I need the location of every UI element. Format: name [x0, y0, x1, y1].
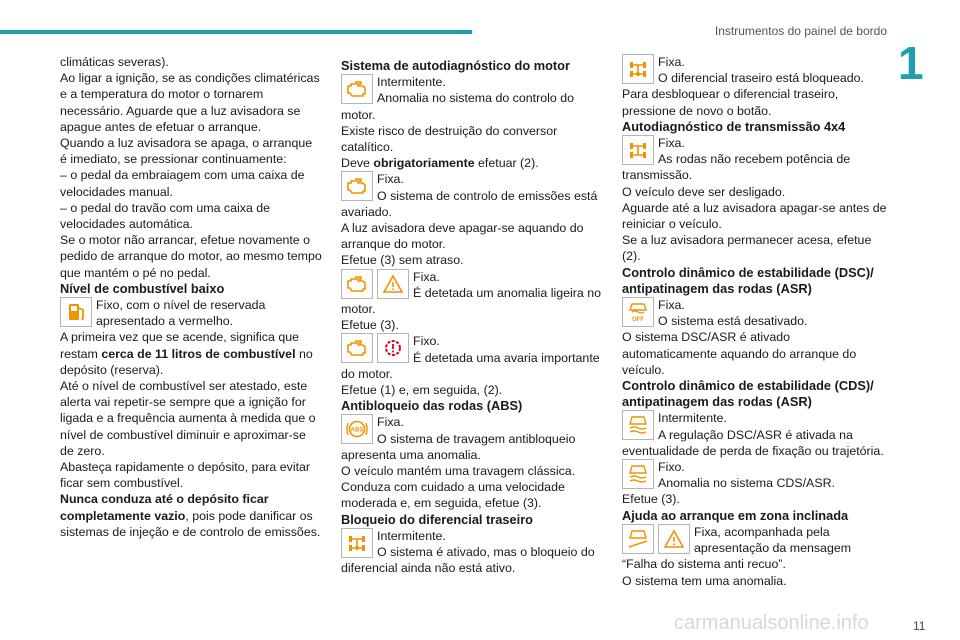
section-heading-fuel: Nível de combustível baixo: [60, 280, 225, 296]
paragraph: O veículo mantém uma travagem clássica.: [341, 464, 576, 479]
warning-state: Intermitente.: [377, 75, 446, 90]
paragraph: A luz avisadora deve apagar-se aquando do arranque do motor.: [341, 221, 584, 252]
warning-state: Fixa.: [658, 298, 685, 313]
warning-entry-engine-fixed: [341, 171, 604, 220]
list-item: – o pedal da embraiagem com uma caixa de velocidades manual.: [60, 168, 305, 199]
paragraph: Efetue (3).: [622, 492, 680, 507]
page-header-title: Instrumentos do painel de bordo: [714, 24, 887, 38]
abs-icon: [341, 414, 373, 444]
paragraph: Até o nível de combustível ser atestado, este alerta vai repetir-se sempre que a ignição for ligada e a frequência aumenta à medida que o nível de combustível diminuir e aproximar-se de zero.: [60, 379, 316, 458]
warning-state: Fixo.: [413, 334, 440, 349]
bold-text: cerca de 11 litros de combustível: [101, 346, 296, 361]
warning-state: Fixa.: [377, 415, 404, 430]
differential-lock-icon: [341, 528, 373, 558]
section-heading-4x4: Autodiagnóstico de transmissão 4x4: [622, 118, 846, 134]
chapter-number: 1: [898, 37, 924, 89]
warning-state: Fixa.: [413, 269, 440, 284]
warning-entry-engine-major: [341, 333, 604, 382]
warning-entry-engine-flashing: [341, 74, 604, 123]
text-span: no depósito (reserva).: [60, 346, 313, 377]
warning-state: Fixo.: [658, 460, 685, 475]
warning-description: As rodas não recebem potência de transmissão.: [622, 152, 851, 183]
warning-state: Intermitente.: [658, 411, 727, 426]
list-item: – o pedal do travão com uma caixa de velocidades automática.: [60, 200, 271, 232]
paragraph: Efetue (1) e, em seguida, (2).: [341, 383, 503, 398]
section-heading-differential: Bloqueio do diferencial traseiro: [341, 511, 533, 527]
paragraph: Para desbloquear o diferencial traseiro, pressione de novo o botão.: [622, 87, 839, 118]
warning-description: O sistema de travagem antibloqueio apresenta uma anomalia.: [341, 431, 576, 462]
warning-entry-hill-start: [622, 524, 887, 573]
warning-entry-abs: [341, 414, 604, 463]
paragraph: Efetue (3) sem atraso.: [341, 253, 464, 268]
text-span: , pois pode danificar os sistemas de injeção e de controlo de emissões.: [60, 508, 321, 539]
paragraph: O veículo deve ser desligado.: [622, 184, 786, 199]
paragraph: climáticas severas).: [60, 55, 169, 69]
column-1: [60, 54, 322, 540]
bold-text: Nunca conduza até o depósito ficar completamente vazio: [60, 492, 269, 523]
warning-entry-cds-fixed: [622, 459, 887, 491]
stability-off-icon: [622, 297, 654, 327]
paragraph: O sistema tem uma anomalia.: [622, 573, 787, 588]
warning-description: A regulação DSC/ASR é ativada na eventualidade de perda de fixação ou trajetória.: [622, 427, 884, 458]
warning-entry-differential: [341, 528, 604, 577]
warning-entry-cds-flashing: [622, 410, 887, 459]
warning-state: Intermitente.: [377, 528, 446, 543]
hill-start-icon: [622, 524, 654, 554]
warning-description: É detetada uma avaria importante do motor.: [341, 350, 600, 381]
paragraph: Aguarde até a luz avisadora apagar-se antes de reiniciar o veículo.: [622, 200, 887, 232]
paragraph: Ao ligar a ignição, se as condições climatéricas e a temperatura do motor o tornarem necessário. Aguarde que a luz avisadora se apague antes de efetuar o arranque.: [60, 71, 320, 134]
warning-state: Fixa.: [377, 172, 404, 187]
warning-description: Fixa, acompanhada pela apresentação da mensagem “Falha do sistema anti recuo”.: [622, 524, 852, 572]
warning-triangle-icon: [377, 269, 409, 299]
page-number: 11: [913, 619, 926, 633]
watermark: carmanualsonline.info: [674, 612, 869, 634]
paragraph: Se o motor não arrancar, efetue novamente o pedido de arranque do motor, ao mesmo tempo que mantém o pé no pedal.: [60, 233, 322, 280]
off-icon-label: OFF: [632, 317, 644, 324]
text-span: A primeira vez que se acende, significa que restam: [60, 330, 300, 361]
warning-description: O sistema de controlo de emissões está avariado.: [341, 188, 598, 219]
warning-description: O sistema está desativado.: [658, 314, 808, 329]
abs-icon-label: ABS: [350, 427, 364, 434]
paragraph: [60, 329, 322, 378]
warning-entry-differential-locked: [622, 54, 887, 86]
paragraph: O sistema DSC/ASR é ativado automaticamente aquando do arranque do veículo.: [622, 330, 857, 377]
service-alert-icon: [377, 333, 409, 363]
warning-description: É detetada um anomalia ligeira no motor.: [341, 285, 602, 317]
warning-description: Anomalia no sistema do controlo do motor.: [341, 91, 574, 122]
column-2: [341, 54, 604, 577]
warning-description: O sistema é ativado, mas o bloqueio do diferencial ainda não está ativo.: [341, 545, 595, 576]
stability-icon: [622, 459, 654, 489]
column-3: [622, 54, 887, 589]
section-heading-engine: Sistema de autodiagnóstico do motor: [341, 58, 570, 73]
section-heading-cds: Controlo dinâmico de estabilidade (CDS)/ antipatinagem das rodas (ASR): [622, 378, 874, 410]
warning-state: Fixa.: [658, 55, 685, 69]
warning-state: Fixa.: [658, 136, 685, 151]
paragraph: [341, 155, 604, 171]
section-heading-abs: Antibloqueio das rodas (ABS): [341, 398, 523, 414]
engine-icon: [341, 171, 373, 201]
section-heading-hill-start: Ajuda ao arranque em zona inclinada: [622, 507, 849, 523]
text-span: efetuar (2).: [474, 156, 539, 171]
paragraph: Existe risco de destruição do conversor catalítico.: [341, 123, 558, 155]
header-accent-bar: [0, 30, 472, 34]
paragraph: Quando a luz avisadora se apaga, o arranque é imediato, se pressionar continuamente:: [60, 136, 313, 167]
warning-description: Anomalia no sistema CDS/ASR.: [658, 476, 835, 491]
paragraph: Se a luz avisadora permanecer acesa, efetue (2).: [622, 233, 872, 264]
engine-icon: [341, 333, 373, 363]
warning-triangle-icon: [658, 524, 690, 554]
warning-description: O diferencial traseiro está bloqueado.: [658, 71, 864, 86]
drivetrain-icon: [622, 135, 654, 165]
paragraph: Abasteça rapidamente o depósito, para evitar ficar sem combustível.: [60, 460, 311, 491]
paragraph: Conduza com cuidado a uma velocidade moderada e, em seguida, efetue (3).: [341, 480, 565, 511]
text-span: Deve: [341, 156, 374, 171]
warning-entry-dsc-off: [622, 297, 887, 329]
differential-lock-icon: [622, 54, 654, 84]
engine-icon: [341, 74, 373, 104]
warning-entry-engine-minor: [341, 269, 604, 318]
paragraph: [60, 491, 322, 540]
engine-icon: [341, 269, 373, 299]
stability-icon: [622, 410, 654, 440]
section-heading-dsc-off: Controlo dinâmico de estabilidade (DSC)/ antipatinagem das rodas (ASR): [622, 264, 874, 296]
warning-entry-4x4: [622, 135, 887, 184]
warning-entry-fuel: [60, 297, 322, 329]
bold-text: obrigatoriamente: [373, 156, 475, 171]
paragraph: Efetue (3).: [341, 318, 399, 333]
fuel-pump-icon: [60, 297, 92, 327]
warning-description: Fixo, com o nível de reservada apresentado a vermelho.: [96, 298, 266, 329]
